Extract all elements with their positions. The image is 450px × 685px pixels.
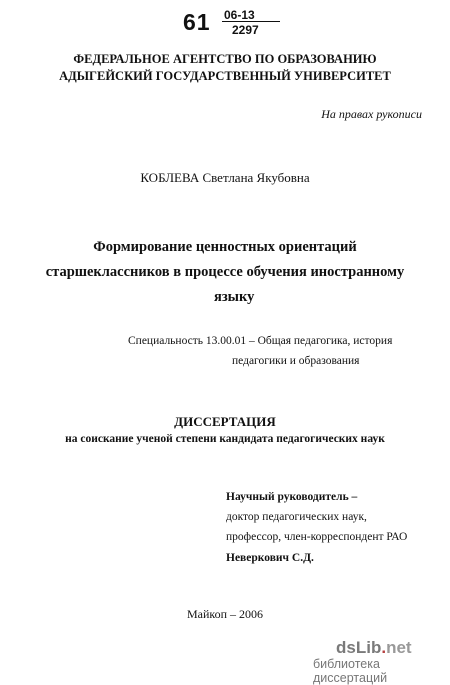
- author-name: КОБЛЕВА Светлана Якубовна: [140, 170, 310, 185]
- watermark-logo-part1: dsLib: [336, 638, 382, 657]
- supervisor-position: профессор, член-корреспондент РАО: [226, 531, 408, 543]
- institution-line-2: АДЫГЕЙСКИЙ ГОСУДАРСТВЕННЫЙ УНИВЕРСИТЕТ: [59, 69, 391, 83]
- watermark-subtitle: библиотека диссертаций: [313, 657, 388, 685]
- supervisor-name-text: Неверкович С.Д.: [226, 552, 314, 564]
- doc-code-bottom: 2297: [232, 23, 259, 37]
- rights-note: На правах рукописи: [321, 107, 422, 121]
- specialty-line-1: Специальность 13.00.01 – Общая педагогика, история: [128, 335, 393, 347]
- specialty-line-2: педагогики и образования: [232, 355, 360, 367]
- watermark-logo: [336, 638, 412, 658]
- dissertation-subtitle: на соискание ученой степени кандидата педагогических наук: [65, 433, 385, 445]
- doc-code-number: 61: [183, 9, 211, 35]
- title-line-2: старшеклассников в процессе обучения иностранному: [45, 264, 405, 280]
- institution-line-1: ФЕДЕРАЛЬНОЕ АГЕНТСТВО ПО ОБРАЗОВАНИЮ: [73, 52, 377, 66]
- watermark-logo-part3: net: [386, 638, 412, 657]
- title-line-3: языку: [214, 289, 255, 305]
- supervisor-label: [226, 491, 357, 503]
- dissertation-heading: ДИССЕРТАЦИЯ: [174, 414, 276, 429]
- supervisor-label-text: Научный руководитель –: [226, 491, 358, 503]
- doc-code-top: 06-13: [224, 8, 255, 22]
- doc-code-divider: [222, 21, 280, 22]
- supervisor-name: [226, 552, 314, 564]
- title-line-1: Формирование ценностных ориентаций: [93, 239, 357, 255]
- city-year: Майкоп – 2006: [186, 607, 264, 621]
- supervisor-degree: доктор педагогических наук,: [226, 511, 367, 523]
- watermark-logo-part2: .: [381, 638, 387, 657]
